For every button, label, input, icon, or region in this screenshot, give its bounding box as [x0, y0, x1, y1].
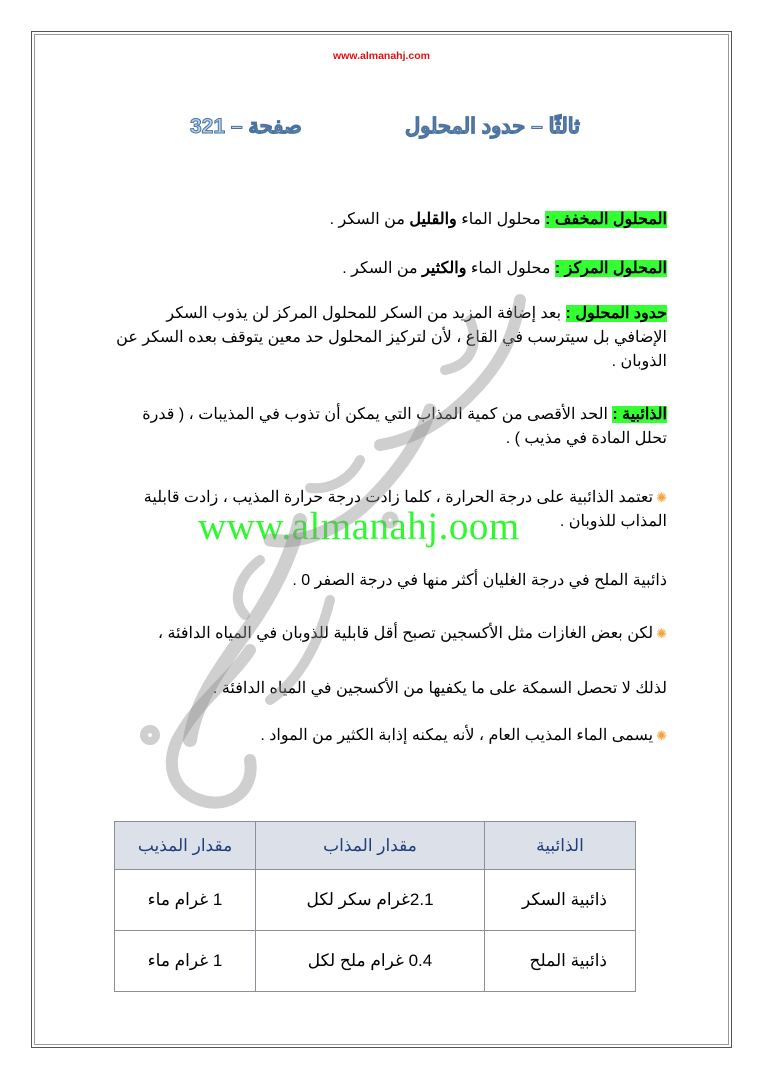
table-header: مقدار المذاب — [256, 822, 485, 870]
title-row — [180, 114, 580, 148]
page-number-title: صفحة – 321 — [190, 115, 302, 138]
term-solubility: الذائبية : — [612, 406, 667, 423]
note-universal-solvent — [110, 725, 667, 747]
note-salt — [110, 570, 667, 592]
table-row — [115, 870, 636, 931]
definition-limits — [110, 302, 667, 374]
definition-text: من السكر . — [342, 260, 423, 277]
watermark-url: www.almanahj.oom — [198, 505, 520, 548]
note-text: تعتمد الذائبية على درجة الحرارة ، كلما زادت درجة حرارة المذيب ، زادت قابلية المذاب للذوبان . — [143, 489, 667, 530]
note-text: لذلك لا تحصل السمكة على ما يكفيها من الأكسجين في المياه الدافئة . — [212, 680, 667, 697]
term-dilute: المحلول المخفف : — [545, 211, 667, 228]
definition-text: الحد الأقصى من كمية المذاب التي يمكن أن تذوب في المذيبات ، ( قدرة تحلل المادة في مذيب ) . — [142, 406, 667, 447]
flower-bullet-icon: ✺ — [656, 490, 667, 505]
table-row — [115, 931, 636, 992]
table-cell: 1 غرام ماء — [115, 931, 256, 992]
table-cell: ذائبية السكر — [485, 870, 636, 931]
note-text: ذائبية الملح في درجة الغليان أكثر منها في درجة الصفر 0 . — [292, 572, 667, 589]
site-url[interactable]: www.almanahj.com — [332, 50, 431, 62]
table-header: الذائبية — [485, 822, 636, 870]
note-gases — [110, 623, 667, 645]
section-title: ثالثًا – حدود المحلول — [404, 115, 580, 138]
note-fish — [110, 678, 667, 700]
flower-bullet-icon: ✺ — [656, 728, 667, 743]
definition-concentrated — [110, 258, 667, 280]
table-header-row — [115, 822, 636, 870]
flower-bullet-icon: ✺ — [656, 626, 667, 641]
table-cell: 0.4 غرام ملح لكل — [256, 931, 485, 992]
definition-bold: والقليل — [409, 211, 457, 228]
definition-text: بعد إضافة المزيد من السكر للمحلول المركز لن يذوب السكر الإضافي بل سيترسب في القاع ، لأن لتركيز المحلول حد معين يتوقف بعده السكر عن الذوبان . — [116, 305, 667, 370]
term-limits: حدود المحلول : — [565, 305, 667, 322]
table-cell: 1 غرام ماء — [115, 870, 256, 931]
solubility-table — [114, 821, 636, 992]
note-text: يسمى الماء المذيب العام ، لأنه يمكنه إذابة الكثير من المواد . — [260, 727, 654, 744]
table-cell: 2.1غرام سكر لكل — [256, 870, 485, 931]
term-concentrated: المحلول المركز : — [554, 260, 667, 277]
table-cell: ذائبية الملح — [485, 931, 636, 992]
table-header: مقدار المذيب — [115, 822, 256, 870]
definition-text: من السكر . — [329, 211, 410, 228]
definition-text: محلول الماء — [466, 260, 555, 277]
definition-solubility — [110, 403, 667, 451]
definition-text: محلول الماء — [456, 211, 546, 228]
definition-dilute — [110, 209, 667, 231]
note-text: لكن بعض الغازات مثل الأكسجين تصبح أقل قابلية للذوبان في المياه الدافئة ، — [157, 625, 654, 642]
definition-bold: والكثير — [422, 260, 467, 277]
